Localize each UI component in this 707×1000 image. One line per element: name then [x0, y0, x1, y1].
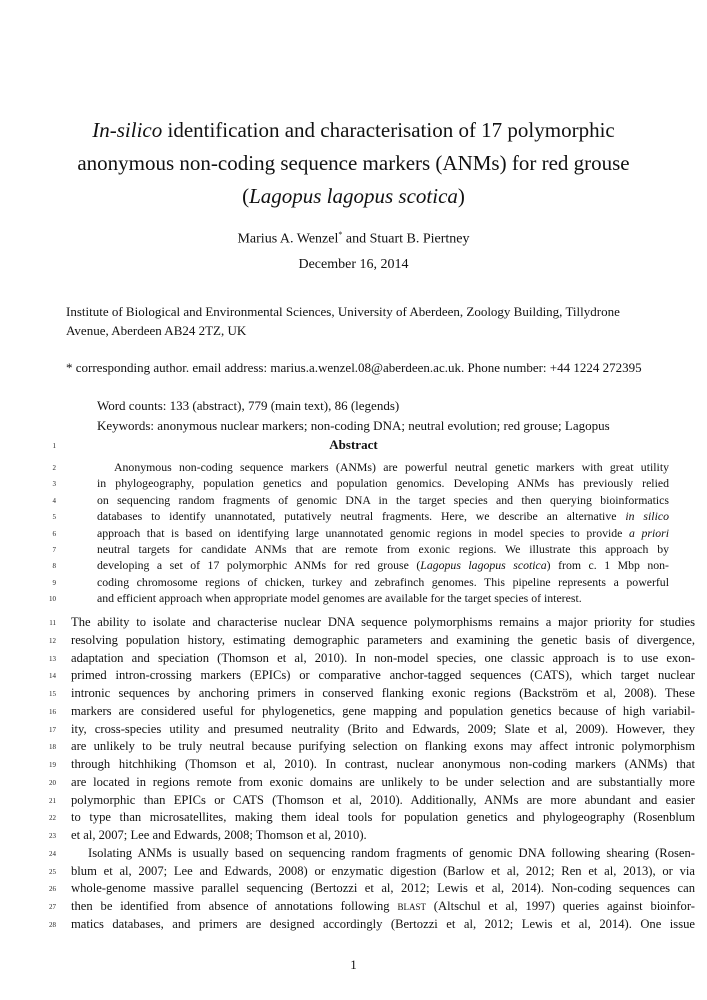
text-segment: through hitchhiking (Thomson et al, 2010). In contrast, nuclear anonymous non-coding markers (ANMs) that	[71, 757, 695, 771]
line-number: 4	[52, 496, 56, 505]
line-number: 8	[52, 562, 56, 571]
abstract-heading: Abstract	[329, 437, 378, 452]
text-line	[71, 862, 695, 880]
text-line	[71, 915, 695, 933]
line-number: 21	[49, 796, 56, 805]
text-segment: approach that is based on identifying large unannotated genomic regions in model species to provide	[97, 525, 629, 540]
text-segment: neutral targets for candidate ANMs that are remote from exonic regions. We illustrate this approach by	[97, 542, 669, 556]
text-line	[71, 684, 695, 702]
line-number: 26	[49, 885, 56, 894]
small-caps-text: blast	[397, 899, 426, 913]
text-segment: matics databases, and primers are designed accordingly (Bertozzi et al, 2012; Lewis et al, 2014). One issue	[71, 916, 695, 931]
text-segment: are unlikely to be truly neutral because purifying selection on flanking exons may affect intronic polymorphism	[71, 739, 695, 754]
text-line	[71, 879, 695, 897]
text-line	[71, 773, 695, 791]
text-segment: developing a set of 17 polymorphic ANMs for red grouse (	[97, 558, 421, 573]
line-number: 7	[52, 546, 56, 554]
line-number: 3	[52, 480, 56, 489]
title-line-2: anonymous non-coding sequence markers (ANMs) for red grouse	[77, 151, 630, 175]
line-number: 27	[49, 903, 56, 911]
line-number: 15	[49, 690, 56, 698]
text-line	[71, 737, 695, 755]
text-line	[97, 474, 669, 492]
authors: Marius A. Wenzel* and Stuart B. Piertney	[237, 230, 470, 247]
text-segment: blum et al, 2007; Lee and Edwards, 2008) or enzymatic digestion (Barlow et al, 2012; Ren et al, 2013), or via	[71, 863, 695, 878]
line-number: 28	[49, 920, 56, 929]
line-number: 2	[52, 464, 56, 472]
line-number: 14	[49, 672, 56, 681]
line-number: 17	[49, 725, 56, 734]
text-line	[71, 649, 695, 667]
text-segment: ) from c. 1 Mbp non-	[546, 558, 669, 573]
text-line	[71, 826, 695, 844]
text-segment: on sequencing random fragments of genomic DNA in the target species and then querying bioinformatics	[97, 492, 669, 507]
page-number: 1	[350, 957, 357, 972]
text-line	[71, 702, 695, 720]
text-segment: ity, cross-species utility and presumed neutrality (Brito and Edwards, 2009; Slate et al, 2009). However, they	[71, 721, 695, 736]
line-number: 6	[52, 529, 56, 538]
paper-title	[40, 114, 667, 213]
text-line	[71, 720, 695, 738]
line-number: 23	[49, 832, 56, 840]
text-line	[71, 666, 695, 684]
text-segment: intronic sequences by anchoring primers in conserved flanking exonic regions (Backström et al, 2008). These	[71, 686, 695, 700]
text-segment: resolving population history, estimating demographic parameters and examining the genetic basis of divergence,	[71, 632, 695, 647]
line-number: 20	[49, 778, 56, 787]
line-number: 12	[49, 636, 56, 645]
word-counts: Word counts: 133 (abstract), 779 (main text), 86 (legends)	[97, 398, 400, 413]
correspondence: * corresponding author. email address: marius.a.wenzel.08@aberdeen.ac.uk. Phone number: +44 1224 272395	[66, 360, 642, 375]
line-number: 13	[49, 654, 56, 663]
title-line-3: (Lagopus lagopus scotica)	[242, 184, 465, 208]
text-segment: (Altschul et al, 1997) queries against bioinfor-	[425, 899, 695, 913]
date: December 16, 2014	[298, 257, 409, 272]
text-line	[97, 589, 669, 607]
italic-text: a priori	[629, 525, 669, 540]
text-line	[97, 540, 669, 558]
text-segment: then be identified from absence of annotations following	[71, 899, 398, 913]
keywords: Keywords: anonymous nuclear markers; non-coding DNA; neutral evolution; red grouse; Lagopus	[97, 418, 610, 433]
affiliation: Institute of Biological and Environmental Sciences, University of Aberdeen, Zoology Building, Tillydrone Avenue, Aberdeen AB24 2TZ, UK	[66, 304, 620, 338]
text-line	[114, 458, 669, 476]
text-segment: markers are considered useful for phylogenetics, gene mapping and population genetics because of high variabil-	[71, 703, 695, 718]
text-segment: The ability to isolate and characterise nuclear DNA sequence polymorphisms remains a major priority for studies	[71, 615, 695, 629]
line-number: 11	[49, 619, 56, 627]
line-number: 9	[52, 578, 56, 587]
text-line	[71, 755, 695, 773]
text-line	[71, 897, 695, 915]
text-segment: in phylogeography, population genetics and population genomics. Developing ANMs has previously relied	[97, 476, 669, 491]
text-segment: whole-genome massive parallel sequencing (Bertozzi et al, 2012; Lewis et al, 2014). Non-coding sequences can	[71, 881, 695, 896]
text-line	[71, 808, 695, 826]
text-line	[97, 573, 669, 591]
text-line	[97, 491, 669, 509]
line-number: 19	[49, 761, 56, 769]
line-number: 25	[49, 867, 56, 876]
text-line	[71, 791, 695, 809]
italic-text: in silico	[625, 509, 669, 524]
italic-text: Lagopus lagopus scotica	[420, 558, 547, 573]
text-segment: polymorphic than EPICs or CATS (Thomson et al, 2010). Additionally, ANMs are more abundant and easier	[71, 792, 695, 807]
text-segment: Isolating ANMs is usually based on sequencing random fragments of genomic DNA following shearing (Rosen-	[88, 845, 695, 860]
text-segment: databases to identify unannotated, putatively neutral fragments. Here, we describe an alternative	[97, 509, 626, 524]
line-number: 5	[52, 513, 56, 522]
line-number: 18	[49, 743, 56, 752]
text-segment: Anonymous non-coding sequence markers (ANMs) are powerful neutral genetic markers with great utility	[114, 460, 669, 474]
text-line	[97, 556, 669, 574]
text-segment: coding chromosome regions of chicken, turkey and zebrafinch genomes. This pipeline represents a powerful	[97, 574, 669, 589]
text-line	[88, 844, 695, 862]
text-line	[97, 507, 669, 525]
line-number: 24	[49, 849, 56, 858]
text-line	[71, 613, 695, 631]
text-segment: to type than microsatellites, making them ideal tools for population genetics and phylogeography (Rosenblum	[71, 810, 695, 825]
line-number: 22	[49, 814, 56, 823]
text-segment: and efficient approach when appropriate model genomes are available for the target species of interest.	[97, 591, 582, 606]
text-line	[97, 524, 669, 542]
text-segment: et al, 2007; Lee and Edwards, 2008; Thomson et al, 2010).	[71, 828, 367, 842]
text-line	[71, 631, 695, 649]
text-segment: primed intron-crossing markers (EPICs) or comparative anchor-tagged sequences (CATS), which target nuclear	[71, 668, 695, 683]
line-number: 16	[49, 707, 56, 716]
text-segment: adaptation and speciation (Thomson et al, 2010). In non-model species, one classic approach is to use exon-	[71, 650, 695, 665]
text-segment: are located in regions remote from exonic domains are unlikely to be under selection and are substantially more	[71, 774, 695, 789]
line-number: 10	[49, 595, 56, 604]
line-number: 1	[52, 442, 56, 450]
title-line-1: In-silico identification and characterisation of 17 polymorphic	[92, 118, 615, 142]
